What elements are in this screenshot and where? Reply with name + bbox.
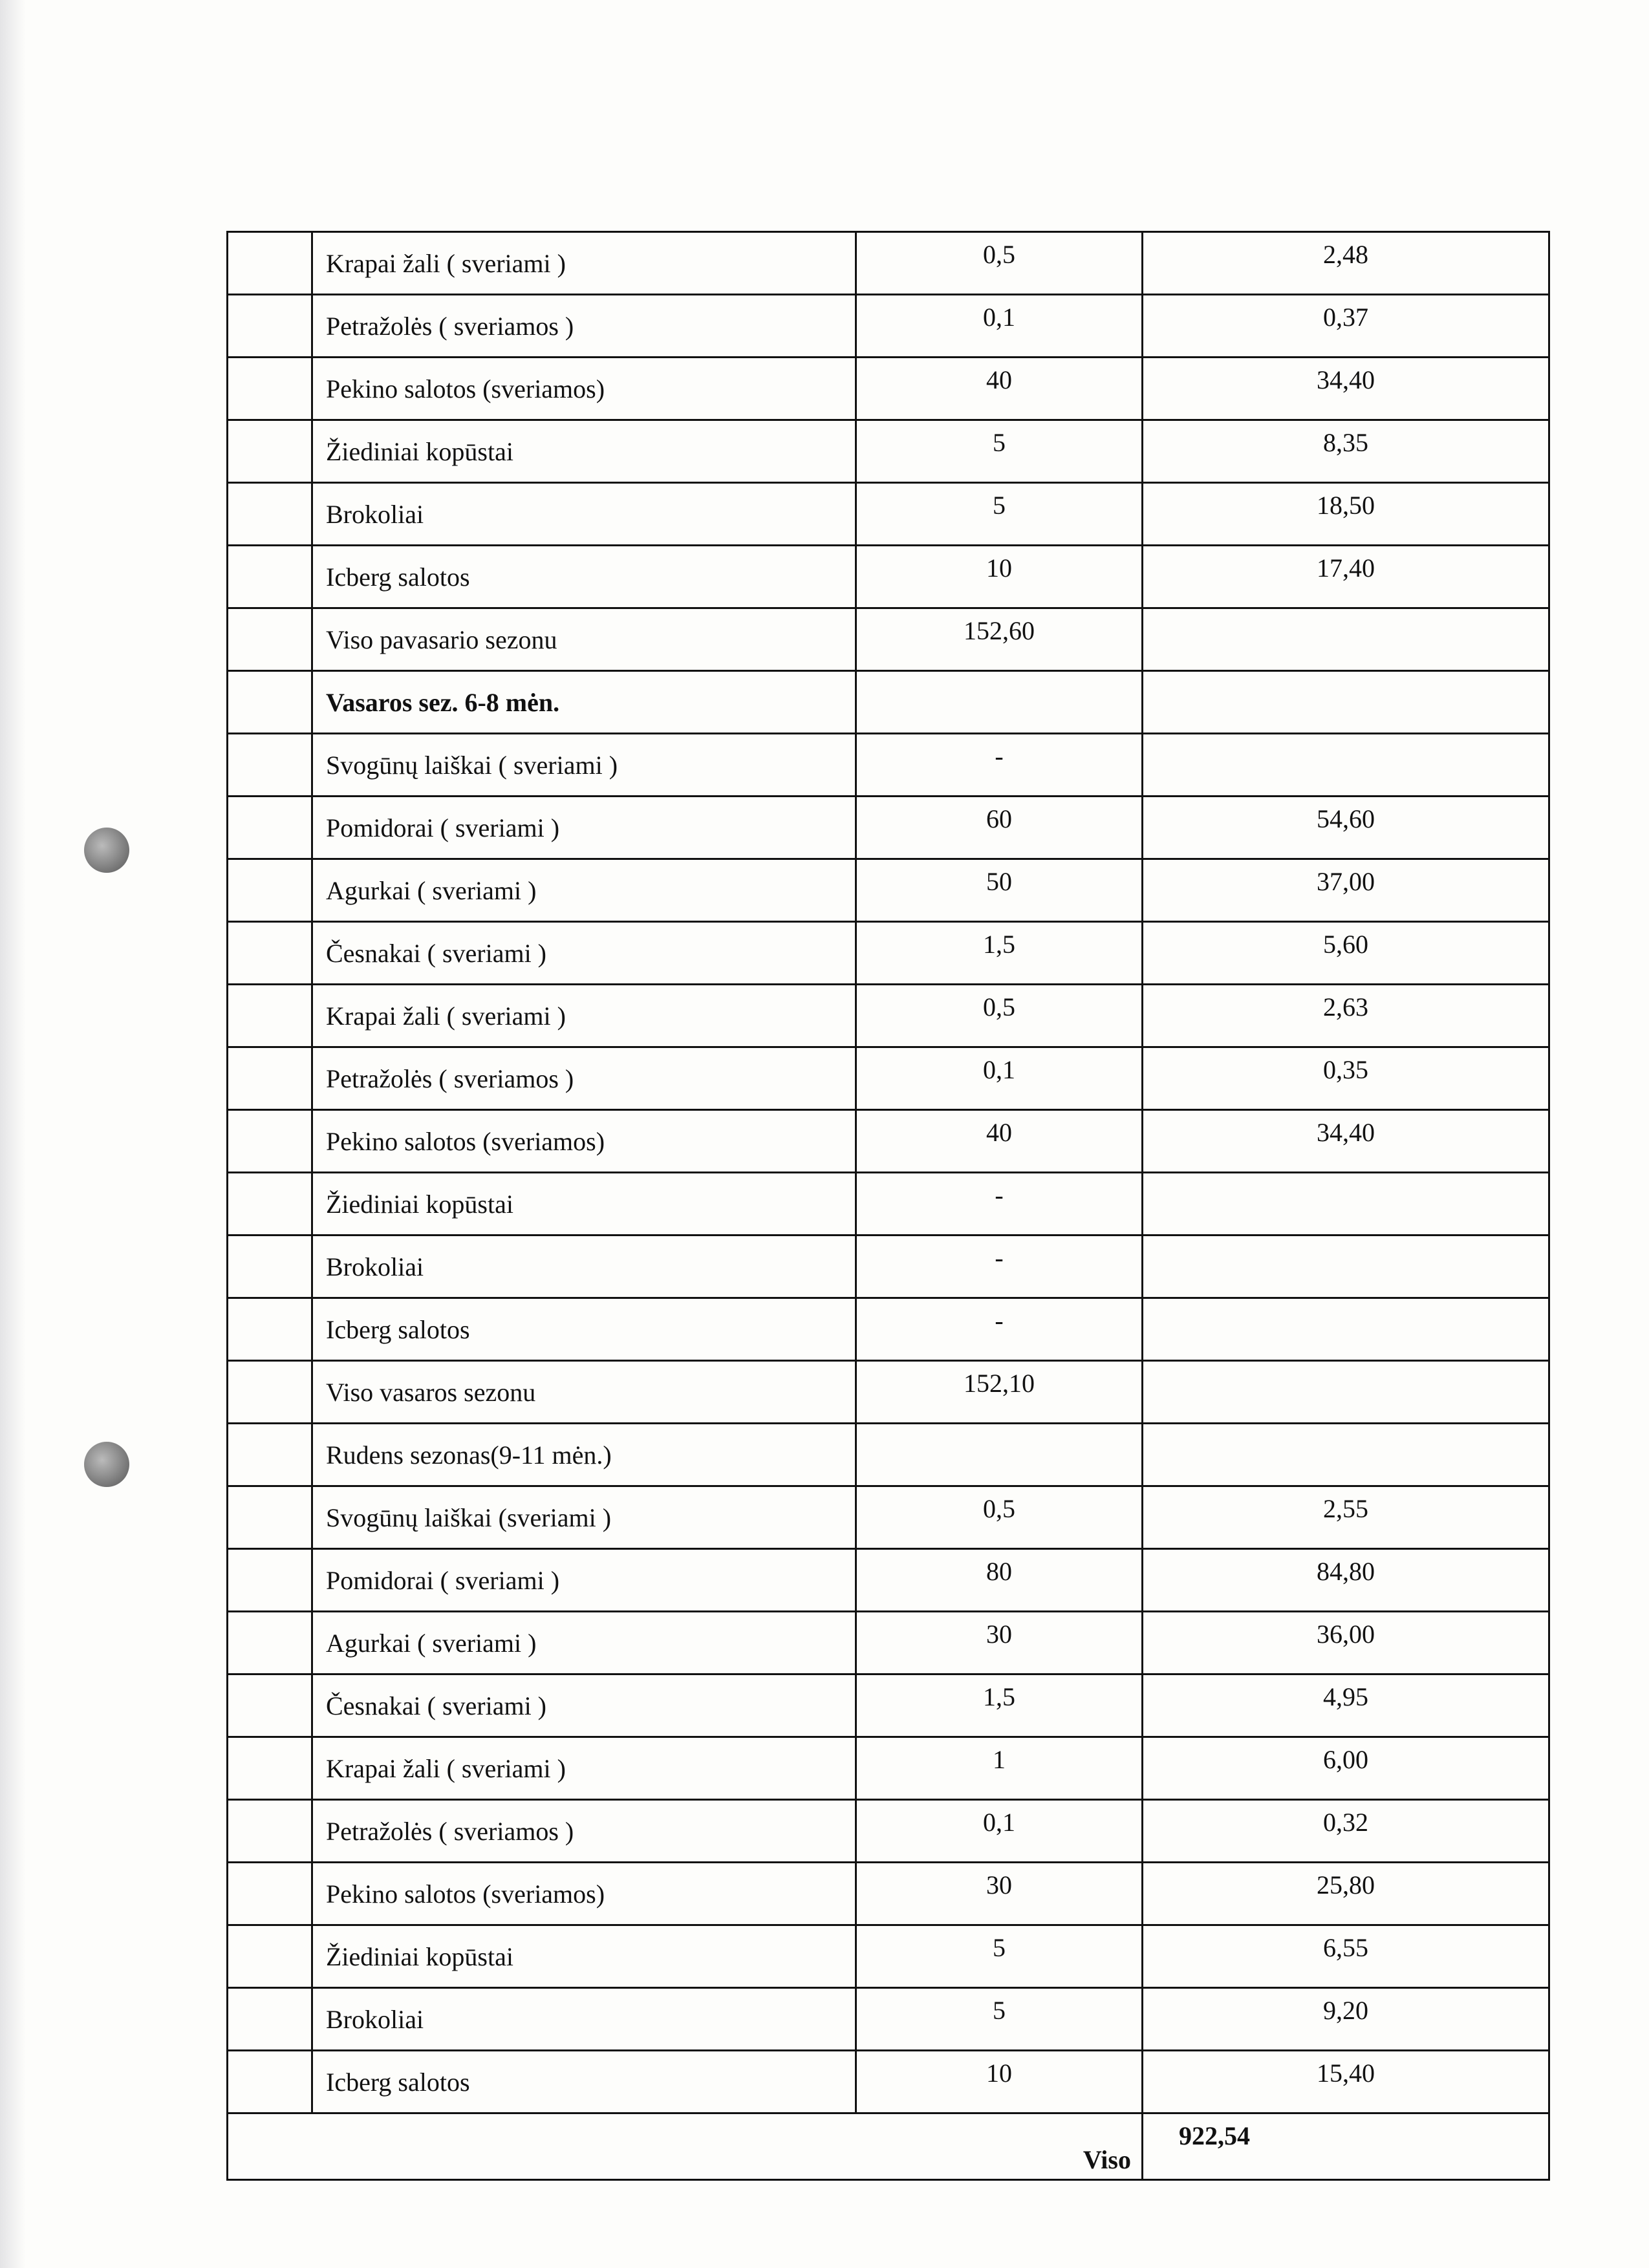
table-row (228, 1988, 1549, 2051)
vegetable-price-table (226, 231, 1550, 2181)
item-name: Pekino salotos (sveriamos) (312, 1110, 856, 1173)
quantity: - (856, 734, 1143, 797)
item-name: Agurkai ( sveriami ) (312, 1612, 856, 1674)
quantity: 0,1 (856, 1047, 1143, 1110)
item-name: Vasaros sez. 6-8 mėn. (312, 671, 856, 734)
row-index-cell (228, 2051, 312, 2113)
quantity: 50 (856, 859, 1143, 922)
item-name: Svogūnų laiškai (sveriami ) (312, 1486, 856, 1549)
amount: 34,40 (1143, 358, 1549, 420)
row-index-cell (228, 1988, 312, 2051)
quantity: 1,5 (856, 922, 1143, 985)
quantity: - (856, 1298, 1143, 1361)
table-row (228, 1236, 1549, 1298)
row-index-cell (228, 546, 312, 608)
row-index-cell (228, 1298, 312, 1361)
row-index-cell (228, 922, 312, 985)
quantity: - (856, 1173, 1143, 1236)
row-index-cell (228, 1486, 312, 1549)
quantity: 5 (856, 483, 1143, 546)
item-name: Viso pavasario sezonu (312, 608, 856, 671)
row-index-cell (228, 1173, 312, 1236)
item-name: Icberg salotos (312, 2051, 856, 2113)
row-index-cell (228, 985, 312, 1047)
amount: 25,80 (1143, 1863, 1549, 1925)
row-index-cell (228, 232, 312, 295)
amount: 6,55 (1143, 1925, 1549, 1988)
quantity: 30 (856, 1863, 1143, 1925)
amount: 18,50 (1143, 483, 1549, 546)
item-name: Brokoliai (312, 483, 856, 546)
table-row (228, 546, 1549, 608)
amount (1143, 608, 1549, 671)
quantity: 1,5 (856, 1674, 1143, 1737)
punch-hole (84, 828, 129, 873)
row-index-cell (228, 1674, 312, 1737)
amount (1143, 1236, 1549, 1298)
table-row (228, 1047, 1549, 1110)
row-index-cell (228, 1549, 312, 1612)
table-row (228, 1424, 1549, 1486)
item-name: Krapai žali ( sveriami ) (312, 232, 856, 295)
quantity (856, 671, 1143, 734)
table-row (228, 734, 1549, 797)
quantity: 0,5 (856, 232, 1143, 295)
table-row (228, 859, 1549, 922)
table-row (228, 483, 1549, 546)
row-index-cell (228, 483, 312, 546)
quantity: 0,1 (856, 1800, 1143, 1863)
amount: 17,40 (1143, 546, 1549, 608)
item-name: Žiediniai kopūstai (312, 1925, 856, 1988)
quantity: 0,5 (856, 985, 1143, 1047)
amount: 0,37 (1143, 295, 1549, 358)
table-row (228, 1925, 1549, 1988)
table-row (228, 1674, 1549, 1737)
amount: 2,55 (1143, 1486, 1549, 1549)
row-index-cell (228, 1800, 312, 1863)
total-row (228, 2113, 1549, 2180)
table-row (228, 2051, 1549, 2113)
row-index-cell (228, 1047, 312, 1110)
amount: 37,00 (1143, 859, 1549, 922)
amount: 8,35 (1143, 420, 1549, 483)
quantity (856, 1424, 1143, 1486)
item-name: Krapai žali ( sveriami ) (312, 985, 856, 1047)
table-row (228, 358, 1549, 420)
row-index-cell (228, 420, 312, 483)
amount (1143, 1361, 1549, 1424)
row-index-cell (228, 1424, 312, 1486)
row-index-cell (228, 1110, 312, 1173)
row-index-cell (228, 1863, 312, 1925)
quantity: 5 (856, 1988, 1143, 2051)
table-row (228, 985, 1549, 1047)
amount (1143, 1424, 1549, 1486)
item-name: Pekino salotos (sveriamos) (312, 358, 856, 420)
row-index-cell (228, 734, 312, 797)
table-row (228, 1737, 1549, 1800)
amount: 6,00 (1143, 1737, 1549, 1800)
row-index-cell (228, 1925, 312, 1988)
page-edge-shadow (0, 0, 26, 2268)
table-row (228, 1612, 1549, 1674)
item-name: Svogūnų laiškai ( sveriami ) (312, 734, 856, 797)
table-row (228, 1486, 1549, 1549)
item-name: Krapai žali ( sveriami ) (312, 1737, 856, 1800)
amount: 5,60 (1143, 922, 1549, 985)
table-row (228, 1298, 1549, 1361)
item-name: Rudens sezonas(9-11 mėn.) (312, 1424, 856, 1486)
item-name: Žiediniai kopūstai (312, 420, 856, 483)
amount: 15,40 (1143, 2051, 1549, 2113)
row-index-cell (228, 358, 312, 420)
item-name: Česnakai ( sveriami ) (312, 1674, 856, 1737)
row-index-cell (228, 295, 312, 358)
row-index-cell (228, 1361, 312, 1424)
quantity: 152,10 (856, 1361, 1143, 1424)
row-index-cell (228, 1612, 312, 1674)
quantity: 10 (856, 546, 1143, 608)
amount: 0,35 (1143, 1047, 1549, 1110)
total-value: 922,54 (1143, 2113, 1549, 2180)
table-row (228, 1800, 1549, 1863)
punch-hole (84, 1442, 129, 1487)
amount (1143, 1298, 1549, 1361)
table-row (228, 671, 1549, 734)
row-index-cell (228, 1236, 312, 1298)
quantity: 10 (856, 2051, 1143, 2113)
table-row (228, 608, 1549, 671)
quantity: 152,60 (856, 608, 1143, 671)
quantity: 40 (856, 1110, 1143, 1173)
quantity: 80 (856, 1549, 1143, 1612)
amount (1143, 1173, 1549, 1236)
quantity: 5 (856, 420, 1143, 483)
table-row (228, 1110, 1549, 1173)
quantity: 0,5 (856, 1486, 1143, 1549)
row-index-cell (228, 859, 312, 922)
amount: 9,20 (1143, 1988, 1549, 2051)
item-name: Česnakai ( sveriami ) (312, 922, 856, 985)
table-row (228, 1173, 1549, 1236)
total-label: Viso (228, 2113, 1143, 2180)
row-index-cell (228, 671, 312, 734)
item-name: Icberg salotos (312, 546, 856, 608)
amount: 4,95 (1143, 1674, 1549, 1737)
amount: 36,00 (1143, 1612, 1549, 1674)
row-index-cell (228, 1737, 312, 1800)
row-index-cell (228, 797, 312, 859)
quantity: 1 (856, 1737, 1143, 1800)
row-index-cell (228, 608, 312, 671)
quantity: 0,1 (856, 295, 1143, 358)
item-name: Icberg salotos (312, 1298, 856, 1361)
amount: 2,48 (1143, 232, 1549, 295)
quantity: - (856, 1236, 1143, 1298)
amount: 0,32 (1143, 1800, 1549, 1863)
amount: 34,40 (1143, 1110, 1549, 1173)
table-body (228, 232, 1549, 2113)
item-name: Žiediniai kopūstai (312, 1173, 856, 1236)
item-name: Brokoliai (312, 1236, 856, 1298)
table-row (228, 295, 1549, 358)
item-name: Pomidorai ( sveriami ) (312, 797, 856, 859)
table-row (228, 1863, 1549, 1925)
amount: 54,60 (1143, 797, 1549, 859)
amount (1143, 734, 1549, 797)
item-name: Petražolės ( sveriamos ) (312, 295, 856, 358)
item-name: Petražolės ( sveriamos ) (312, 1800, 856, 1863)
item-name: Brokoliai (312, 1988, 856, 2051)
table-row (228, 232, 1549, 295)
table-row (228, 1549, 1549, 1612)
item-name: Pekino salotos (sveriamos) (312, 1863, 856, 1925)
item-name: Viso vasaros sezonu (312, 1361, 856, 1424)
table-row (228, 797, 1549, 859)
table-row (228, 1361, 1549, 1424)
item-name: Petražolės ( sveriamos ) (312, 1047, 856, 1110)
quantity: 60 (856, 797, 1143, 859)
quantity: 40 (856, 358, 1143, 420)
item-name: Agurkai ( sveriami ) (312, 859, 856, 922)
amount (1143, 671, 1549, 734)
item-name: Pomidorai ( sveriami ) (312, 1549, 856, 1612)
amount: 84,80 (1143, 1549, 1549, 1612)
quantity: 30 (856, 1612, 1143, 1674)
quantity: 5 (856, 1925, 1143, 1988)
amount: 2,63 (1143, 985, 1549, 1047)
table-row (228, 420, 1549, 483)
table-row (228, 922, 1549, 985)
